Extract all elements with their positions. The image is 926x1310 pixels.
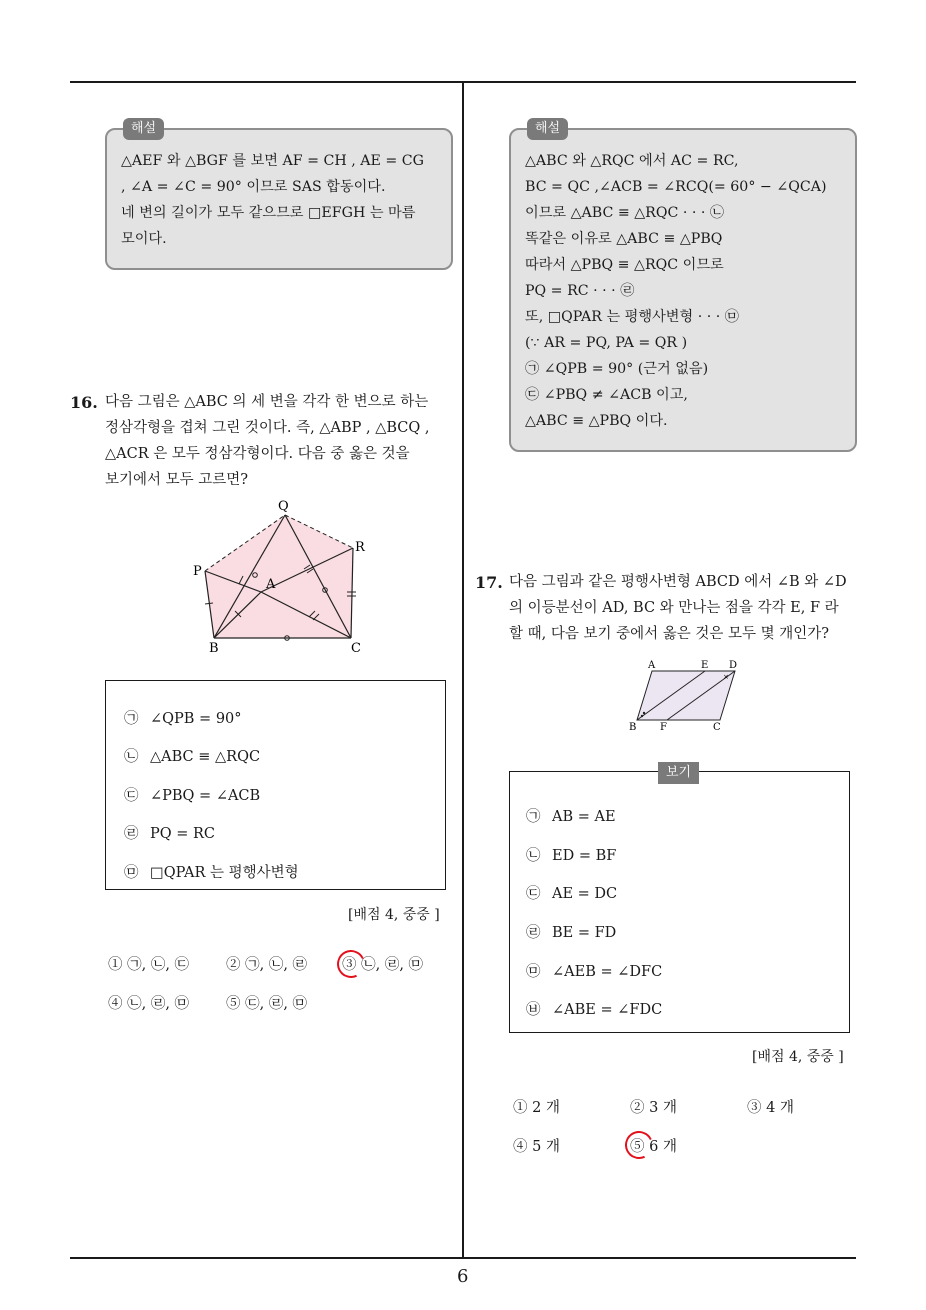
point-label-a: A [266, 577, 276, 592]
choice-item: ㉠ ∠QPB = 90° [124, 711, 242, 727]
choice-item: ㉢ ∠PBQ = ∠ACB [124, 788, 261, 804]
q16-meta: [배점 4, 중중 ] [348, 907, 440, 923]
solution-line: ㉢ ∠PBQ ≠ ∠ACB 이고, [525, 387, 688, 403]
angle-dot [641, 715, 643, 717]
point-label-f: F [660, 722, 667, 733]
question-16-text [105, 389, 455, 493]
point-label-r: R [355, 540, 365, 555]
answer-option[interactable]: ③ ㉡, ㉣, ㉤ [342, 957, 424, 973]
question-line: 다음 그림과 같은 평행사변형 ABCD 에서 ∠B 와 ∠D [509, 574, 847, 590]
point-label-c: C [351, 641, 361, 656]
solution-line: △ABC 와 △RQC 에서 AC = RC, [525, 153, 739, 169]
point-label-d: D [729, 660, 738, 671]
selected-answer-circle [333, 946, 369, 982]
answer-option[interactable]: ② ㉠, ㉡, ㉣ [226, 957, 308, 973]
answer-option[interactable]: ⑤ ㉢, ㉣, ㉤ [226, 996, 308, 1012]
point-label-p: P [193, 564, 202, 579]
right-solution-box [509, 121, 857, 452]
solution-line: 따라서 △PBQ ≡ △RQC 이므로 [525, 257, 724, 273]
choice-item: ㉡ △ABC ≡ △RQC [124, 749, 261, 765]
question-17-number: 17. [475, 573, 503, 592]
question-line: 다음 그림은 △ABC 의 세 변을 각각 한 변으로 하는 [105, 394, 429, 410]
choice-item: ㉣ BE = FD [526, 925, 617, 941]
answer-option[interactable]: ③ 4 개 [747, 1100, 794, 1116]
point-label-q: Q [278, 499, 289, 514]
angle-dot [643, 712, 645, 714]
solution-line: PQ = RC · · · ㉣ [525, 283, 635, 299]
solution-line: 네 변의 길이가 모두 같으므로 □EFGH 는 마름 [121, 205, 416, 221]
solution-line: △AEF 와 △BGF 를 보면 AF = CH , AE = CG [121, 153, 424, 169]
choice-item: ㉠ AB = AE [526, 809, 616, 825]
answer-option[interactable]: ④ 5 개 [513, 1139, 560, 1155]
q17-figure [625, 658, 755, 736]
parallelogram [637, 671, 735, 720]
solution-line: 똑같은 이유로 △ABC ≡ △PBQ [525, 231, 723, 247]
question-line: 보기에서 모두 고르면? [105, 472, 249, 488]
point-label-b: B [209, 641, 219, 656]
q17-choice-box [509, 771, 850, 1033]
q16-figure [185, 495, 375, 660]
question-line: 할 때, 다음 보기 중에서 옳은 것은 모두 몇 개인가? [509, 626, 829, 642]
bogi-tag: 보기 [658, 762, 699, 784]
angle-mark: × [723, 673, 729, 681]
choice-item: ㉡ ED = BF [526, 848, 617, 864]
solution-line: BC = QC ,∠ACB = ∠RCQ(= 60° − ∠QCA) [525, 179, 827, 195]
question-16-number: 16. [70, 393, 98, 412]
figure-fill [205, 515, 353, 638]
answer-option[interactable]: ① 2 개 [513, 1100, 560, 1116]
point-label-c: C [713, 722, 721, 733]
solution-line: ㉠ ∠QPB = 90° (근거 없음) [525, 361, 709, 377]
point-label-b: B [629, 722, 637, 733]
answer-option[interactable]: ① ㉠, ㉡, ㉢ [108, 957, 190, 973]
question-line: △ACR 은 모두 정삼각형이다. 다음 중 옳은 것을 [105, 446, 410, 462]
question-line: 의 이등분선이 AD, BC 와 만나는 점을 각각 E, F 라 [509, 600, 839, 616]
left-solution-box [105, 121, 453, 270]
solution-line: , ∠A = ∠C = 90° 이므로 SAS 합동이다. [121, 179, 386, 195]
column-divider [462, 82, 464, 1258]
solution-tag: 해설 [527, 118, 568, 140]
answer-option[interactable]: ④ ㉡, ㉣, ㉤ [108, 996, 190, 1012]
solution-line: 이므로 △ABC ≡ △RQC · · · ㉡ [525, 205, 725, 221]
solution-line: △ABC ≡ △PBQ 이다. [525, 413, 668, 429]
point-label-e: E [701, 660, 709, 671]
q17-meta: [배점 4, 중중 ] [752, 1049, 844, 1065]
solution-line: 모이다. [121, 231, 167, 247]
selected-answer-circle [621, 1127, 657, 1163]
choice-item: ㉣ PQ = RC [124, 826, 216, 842]
question-17-text [509, 569, 859, 647]
choice-item: ㉥ ∠ABE = ∠FDC [526, 1002, 663, 1018]
page-number: 6 [457, 1266, 469, 1287]
choice-item: ㉤ □QPAR 는 평행사변형 [124, 865, 299, 881]
point-label-a: A [648, 660, 656, 671]
question-line: 정삼각형을 겹쳐 그린 것이다. 즉, △ABP , △BCQ , [105, 420, 430, 436]
answer-option[interactable]: ② 3 개 [630, 1100, 677, 1116]
answer-option[interactable]: ⑤ 6 개 [630, 1139, 677, 1155]
solution-tag: 해설 [123, 118, 164, 140]
choice-item: ㉤ ∠AEB = ∠DFC [526, 964, 663, 980]
q16-choice-box [105, 680, 446, 890]
choice-item: ㉢ AE = DC [526, 886, 618, 902]
solution-line: 또, □QPAR 는 평행사변형 · · · ㉤ [525, 309, 739, 325]
solution-line: (∵ AR = PQ, PA = QR ) [525, 335, 688, 351]
